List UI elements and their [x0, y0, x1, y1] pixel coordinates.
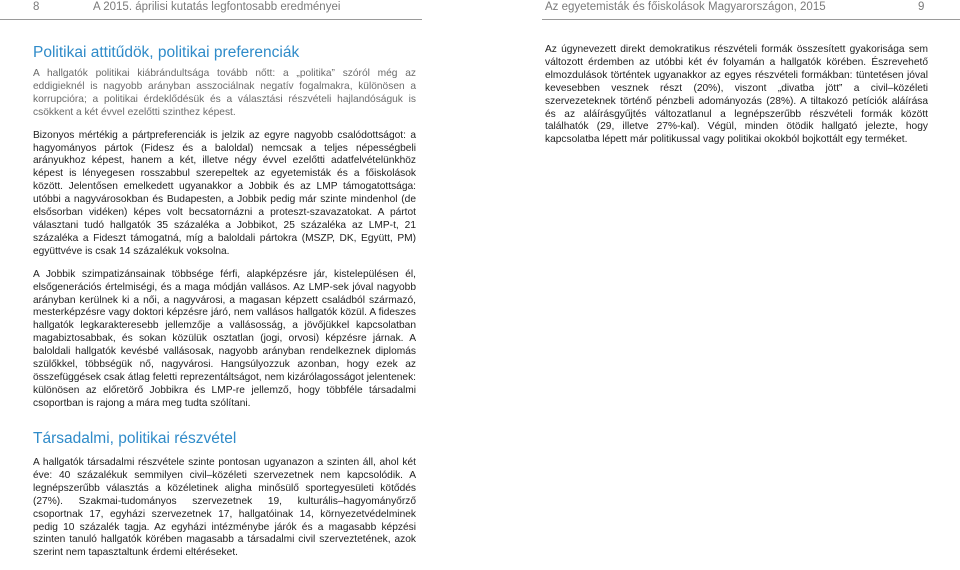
intro-paragraph: A hallgatók politikai kiábrándultsága tovább nőtt: a „politika” szóról még az eddigieknél is nagyobb arányban asszociálnak negatív fogalmakra, különösen a korrupcióra; a politikai érdeklődésük és a választási részvételi hajlandóságuk is csökkent a két évvel ezelőtti szinthez képest. [33, 68, 416, 118]
party-preference-paragraph: Bizonyos mértékig a pártpreferenciák is jelzik az egyre nagyobb csalódottságot: a hagyományos pártok (Fidesz és a baloldal) nemcsak a teljes népességbeli arányukhoz képest, hanem a két, illetve négy évvel ezelőtti adatfelvételünkhöz képest is lényegesen rosszabbul szerepeltek az egyetemisták és a főiskolások között. Jelentősen emelkedett ugyanakkor a Jobbik és az LMP támogatottsága: utóbbi a nagyvárosokban és Budapesten, a Jobbik pedig már szinte mindenhol (de elsősorban vidéken) képes volt becsatornázni a proteszt-szavazatokat. A pártot választani tudó hallgatók 35 százaléka a Jobbikot, 25 százaléka az LMP-t, 21 százaléka a Fideszt támogatná, míg a baloldali pártokra (MSZP, DK, Együtt, PM) együttvéve is csak 14 százalékuk voksolna. [33, 129, 416, 257]
left-running-title: A 2015. áprilisi kutatás legfontosabb eredményei [93, 1, 341, 13]
left-column [33, 44, 416, 421]
left-header-rule [0, 19, 422, 20]
right-running-title: Az egyetemisták és főiskolások Magyarországon, 2015 [545, 1, 826, 13]
supporter-profile-paragraph: A Jobbik szimpatizánsainak többsége férfi, alapképzésre jár, kistelepülésen él, elsőgenerációs értelmiségi, és a maga módján vallásos. Az LMP-sek jóval nagyobb arányban kerülnek ki a női, a nagyvárosi, a magasan képzett családból származó, mesterképzésre vagy doktori képzésre járó, nem vallásos hallgatók közül. A fideszes hallgatók legkarakteresebb jellemzője a vallásosság, a jövőjükkel kapcsolatban magabiztosabbak, és sokan közülük osztatlan (jogi, orvosi) képzésre járnak. A baloldali hallgatók kevésbé vallásosak, nagyobb arányban rendelkeznek diplomás szülőkkel, többségük nő, nagyvárosi. Hangsúlyozzuk azonban, hogy ezek az összefüggések csak átlag feletti reprezentáltságot, nem kizárólagosságot jelentenek: különösen az előretörő Jobbikra és LMP-re jellemző, hogy többféle társadalmi csoportban is rajong a mára meg tudta szólítani. [33, 268, 416, 409]
social-participation-section [33, 430, 416, 570]
page-header [0, 0, 960, 14]
direct-democracy-paragraph: Az úgynevezett direkt demokratikus részvételi formák összesített gyakorisága sem változott érdemben az utóbbi két év folyamán a hallgatók körében. Észrevehető elmozdulások történtek ugyanakkor az egyes részvételi formákban: tüntetésen jóval kevesebben vesznek részt (20%), viszont „divatba jött” a civil–közéleti szervezeteknek történő pénzbeli adományozás (28%). A tiltakozó petíciók aláírása és az aláírásgyűjtés változatlanul a legnépszerűbb részvételi formák között találhatók (29, illetve 27%-kal). Végül, minden ötödik hallgató jelezte, hogy kapcsolatba lépett már politikussal vagy politikai okokból bojkottált egy terméket. [545, 44, 928, 146]
right-column [545, 44, 928, 157]
section-heading-political-attitudes: Politikai attitűdök, politikai preferenciák [33, 44, 300, 61]
right-page-number: 9 [918, 1, 925, 13]
section-heading-social-participation: Társadalmi, politikai részvétel [33, 430, 237, 447]
right-header-rule [542, 19, 960, 20]
social-participation-paragraph: A hallgatók társadalmi részvétele szinte pontosan ugyanazon a szinten áll, ahol két éve: 40 százalékuk semmilyen civil–közéleti szervezetnek nem kapcsolódik. A legnépszerűbb választás a közéletinek aligha minősülő sportegyesületi kötődés (27%). Szakmai-tudományos szervezetnek 19, kulturális–hagyományőrző csoportnak 17, egyházi szervezetnek 17, hallgatóinak 14, környezetvédelminek pedig 10 százalék tagja. Az egyházi intézménybe járók és a magasabb képzési szinten tanuló hallgatók körében magasabb a társadalmi civil szerveztetének, azok szerint nem tapasztaltunk érdemi eltéréseket. [33, 457, 416, 559]
left-page-number: 8 [33, 1, 40, 13]
